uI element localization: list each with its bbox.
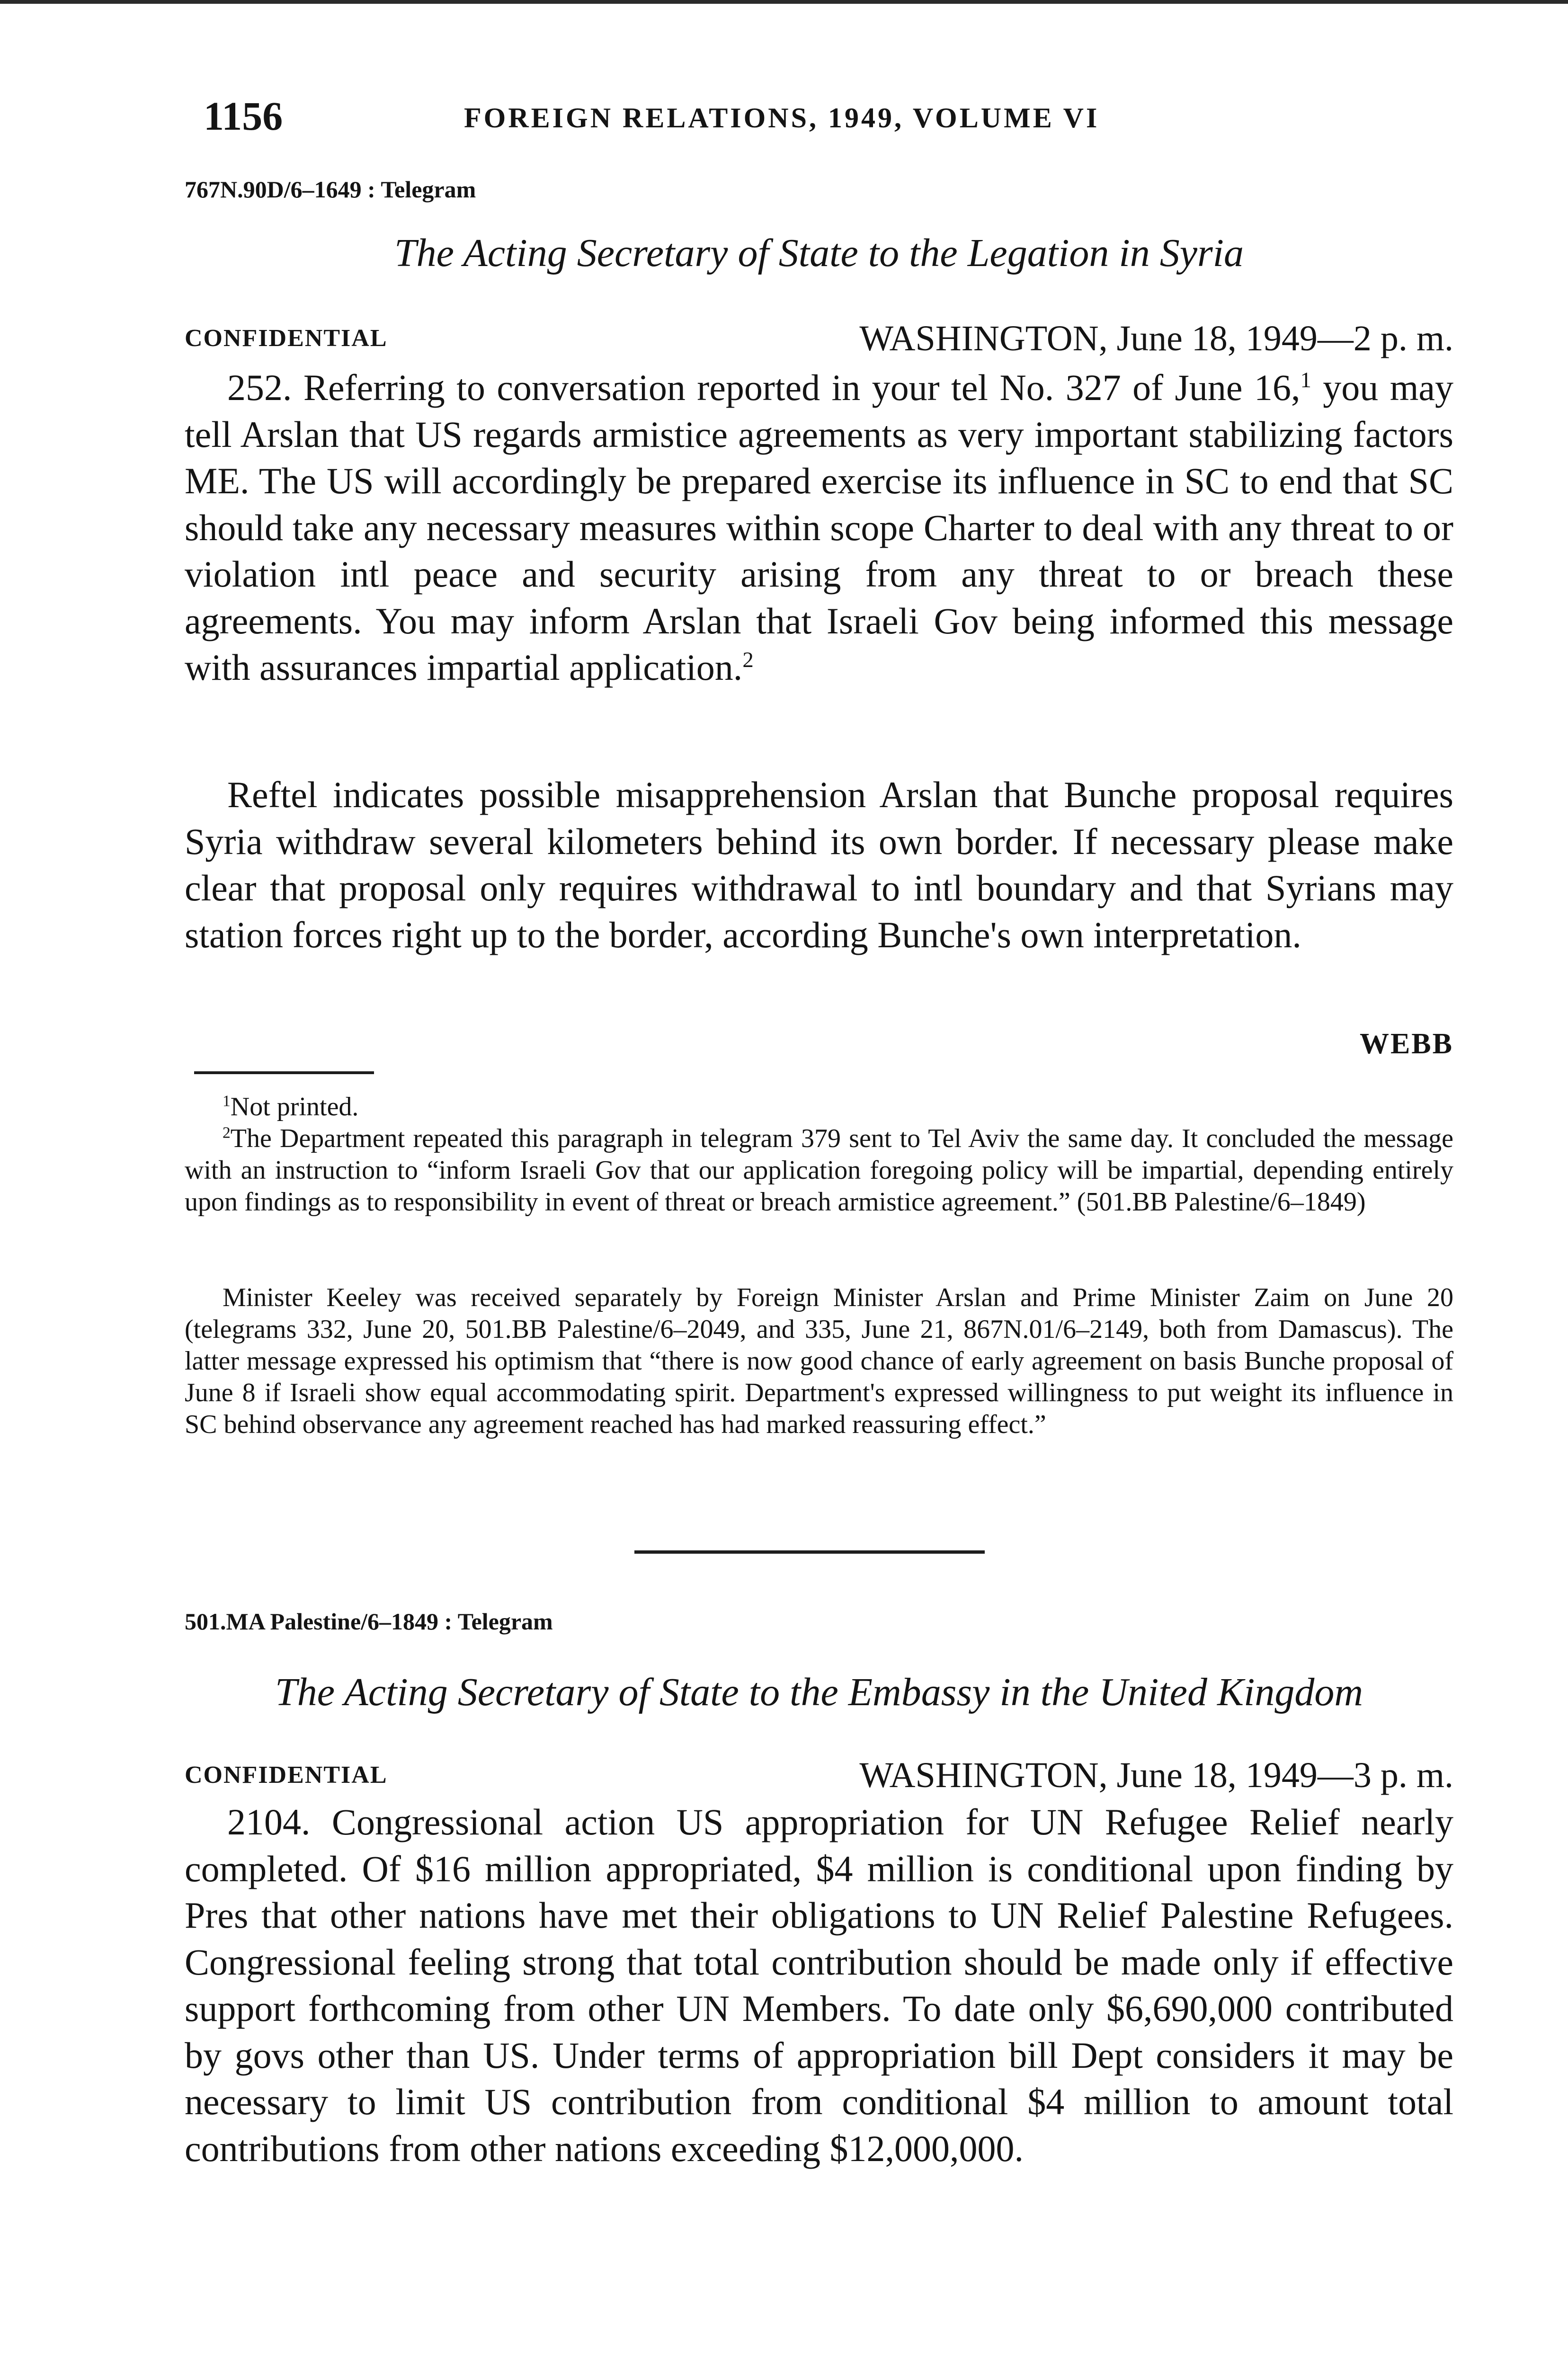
telegram1-paragraph-1 bbox=[185, 365, 1453, 691]
telegram1-classification: CONFIDENTIAL bbox=[185, 325, 388, 352]
footnote-2 bbox=[185, 1123, 1453, 1218]
telegram1-paragraph-1-text-a: 252. Referring to conversation reported in your tel No. 327 of June 16, bbox=[227, 367, 1301, 408]
telegram2-dateline: WASHINGTON, June 18, 1949—3 p. m. bbox=[859, 1755, 1453, 1795]
telegram2-classification: CONFIDENTIAL bbox=[185, 1762, 388, 1789]
telegram1-title: The Acting Secretary of State to the Legation in Syria bbox=[394, 231, 1244, 275]
footnote-1-text: Not printed. bbox=[230, 1092, 359, 1121]
footnote-2-mark: 2 bbox=[223, 1124, 231, 1142]
page-top-edge bbox=[0, 0, 1568, 4]
telegram1-paragraph-1-text-b: you may tell Arslan that US regards armistice agreements as very important stabilizing factors ME. The US will accordingly be prepared exercise its influence in SC to end that SC should take any necessary measures within scope Charter to deal with any threat to or violation intl peace and security arising from any threat to or breach these agreements. You may inform Arslan that Israeli Gov being informed this message with assurances impartial application. bbox=[185, 367, 1454, 688]
telegram1-paragraph-2: Reftel indicates possible misapprehension Arslan that Bunche proposal requires Syria withdraw several kilometers behind its own border. If necessary please make clear that proposal only requires withdrawal to intl boundary and that Syrians may station forces right up to the border, according Bunche's own interpretation. bbox=[185, 774, 1453, 955]
footnote-ref-2: 2 bbox=[742, 648, 754, 672]
footnote-2-text: The Department repeated this paragraph in telegram 379 sent to Tel Aviv the same day. It concluded the message with an instruction to “inform Israeli Gov that our application foregoing policy will be impartial, depending entirely upon findings as to responsibility in event of threat or breach armistice agreement.” (501.BB Palestine/6–1849) bbox=[185, 1124, 1453, 1217]
running-head: FOREIGN RELATIONS, 1949, VOLUME VI bbox=[464, 102, 1100, 133]
telegram2-paragraph-1: 2104. Congressional action US appropriation for UN Refugee Relief nearly completed. Of $16 million appropriated, $4 million is conditional upon finding by Pres that other nations have met their obligations to UN Relief Palestine Refugees. Congressional feeling strong that total contribution should be made only if effective support forthcoming from other UN Members. To date only $6,690,000 contributed by govs other than US. Under terms of appropriation bill Dept considers it may be necessary to limit US contribution from conditional $4 million to amount total contributions from other nations exceeding $12,000,000. bbox=[185, 1801, 1453, 2169]
footnote-ref-1: 1 bbox=[1300, 368, 1311, 392]
telegram2-title: The Acting Secretary of State to the Embassy in the United Kingdom bbox=[275, 1670, 1363, 1714]
telegram1-file-ref: 767N.90D/6–1649 : Telegram bbox=[185, 176, 476, 203]
footnote-2-continuation: Minister Keeley was received separately by Foreign Minister Arslan and Prime Minister Zaim on June 20 (telegrams 332, June 20, 501.BB Palestine/6–2049, and 335, June 21, 867N.01/6–2149, both from Damascus). The latter message expressed his optimism that “there is now good chance of early agreement on basis Bunche proposal of June 8 if Israeli show equal accommodating spirit. Department's expressed willingness to put weight its influence in SC behind observance any agreement reached has had marked reassuring effect.” bbox=[185, 1283, 1453, 1439]
telegram1-signature: WEBB bbox=[1359, 1028, 1453, 1060]
page-number: 1156 bbox=[204, 93, 283, 139]
telegram1-dateline: WASHINGTON, June 18, 1949—2 p. m. bbox=[859, 319, 1453, 358]
page-header bbox=[185, 90, 1453, 142]
section-divider bbox=[634, 1550, 985, 1554]
footnote-1 bbox=[185, 1091, 1453, 1123]
telegram2-file-ref: 501.MA Palestine/6–1849 : Telegram bbox=[185, 1608, 553, 1635]
footnote-separator bbox=[194, 1071, 374, 1074]
footnote-1-mark: 1 bbox=[223, 1092, 231, 1110]
